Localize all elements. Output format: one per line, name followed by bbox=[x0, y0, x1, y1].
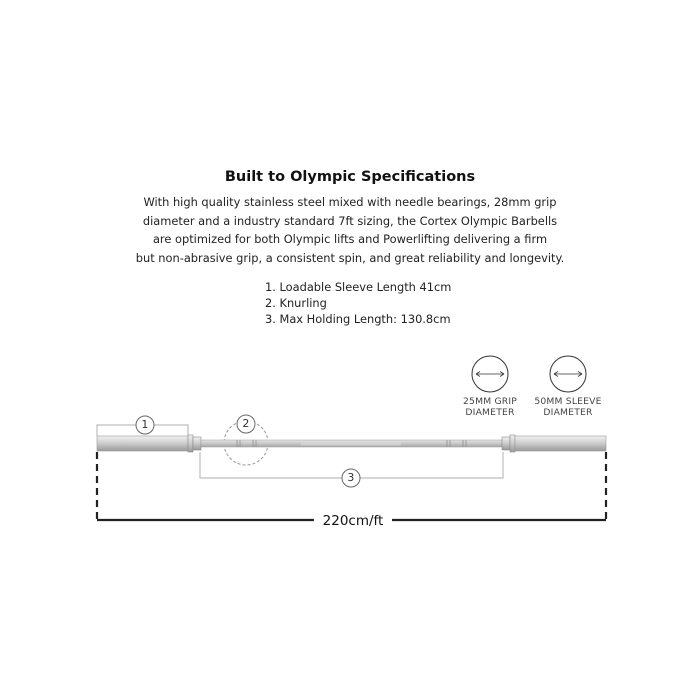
callout-number-1: 1 bbox=[141, 418, 149, 431]
description-line: diameter and a industry standard 7ft sizing, the Cortex Olympic Barbells bbox=[142, 213, 558, 228]
barbell bbox=[97, 435, 606, 452]
spec-item: 2. Knurling bbox=[265, 296, 327, 310]
sleeve-diameter-label bbox=[528, 396, 608, 418]
description-line: are optimized for both Olympic lifts and Powerlifting delivering a firm bbox=[152, 232, 548, 246]
description-line: but non-abrasive grip, a consistent spin, and great reliability and longevity. bbox=[135, 250, 565, 265]
grip-diameter-label bbox=[452, 396, 528, 418]
sleeve-diameter-line2: DIAMETER bbox=[543, 407, 593, 418]
grip-diameter-line1: 25MM GRIP bbox=[462, 396, 518, 407]
sleeve-diameter-line1: 50MM SLEEVE bbox=[534, 396, 602, 407]
spec-item: 1. Loadable Sleeve Length 41cm bbox=[265, 280, 452, 294]
spec-item: 3. Max Holding Length: 130.8cm bbox=[265, 312, 451, 326]
section-heading: Built to Olympic Specifications bbox=[224, 169, 476, 185]
callout-number-2: 2 bbox=[242, 417, 250, 430]
grip-diameter-icon bbox=[472, 356, 508, 392]
grip-diameter-line2: DIAMETER bbox=[465, 407, 515, 418]
callout-number-3: 3 bbox=[347, 471, 355, 484]
description-line: With high quality stainless steel mixed with needle bearings, 28mm grip bbox=[143, 195, 557, 209]
total-length-label: 220cm/ft bbox=[314, 511, 392, 531]
sleeve-diameter-icon bbox=[550, 356, 586, 392]
